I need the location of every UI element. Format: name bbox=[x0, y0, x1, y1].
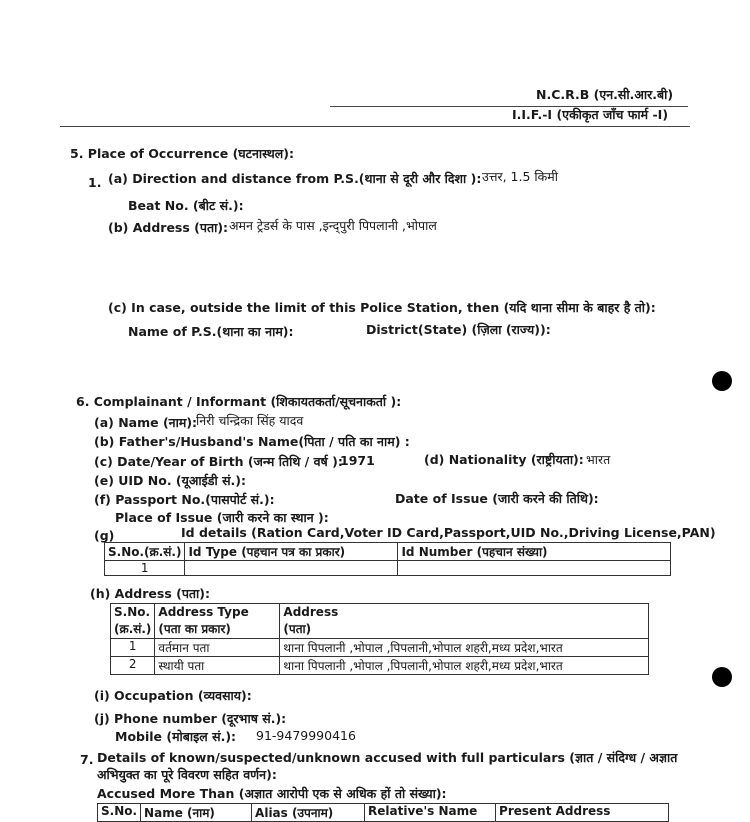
s6-passport-label: (f) Passport No.(पासपोर्ट सं.): bbox=[94, 492, 275, 507]
accused-table bbox=[97, 803, 669, 822]
s6-nationality-label: (d) Nationality (राष्ट्रीयता): bbox=[424, 452, 584, 467]
addr-col-sno-hi: (क्र.सं.) bbox=[114, 622, 152, 636]
punch-hole-dot bbox=[712, 371, 732, 391]
section-6-title: 6. Complainant / Informant (शिकायतकर्ता/सूचनाकर्ता ): bbox=[76, 394, 402, 409]
addr-col-sno-en: S.No. bbox=[114, 605, 151, 619]
s5-district-label: District(State) (ज़िला (राज्य)): bbox=[366, 322, 551, 337]
s6-name-label: (a) Name (नाम): bbox=[94, 415, 198, 430]
s5-num: 1. bbox=[88, 175, 102, 190]
s5-direction-label: (a) Direction and distance from P.S.(थाना से दूरी और दिशा ): bbox=[108, 171, 482, 186]
table-row bbox=[105, 561, 671, 576]
s6-id-details-title: Id details (Ration Card,Voter ID Card,Passport,UID No.,Driving License,PAN) bbox=[181, 525, 716, 540]
id-row-number bbox=[398, 561, 671, 576]
id-col-number: Id Number (पहचान संख्या) bbox=[398, 543, 671, 561]
s6-issue-date-label: Date of Issue (जारी करने की तिथि): bbox=[395, 491, 599, 506]
s5-outside-label: (c) In case, outside the limit of this Police Station, then (यदि थाना सीमा के बाहर है तो): bbox=[108, 300, 656, 315]
s5-address-label: (b) Address (पता): bbox=[108, 220, 229, 235]
table-header-row bbox=[111, 604, 649, 639]
addr-col-type-hi: (पता का प्रकार) bbox=[158, 622, 231, 636]
s6-issue-place-label: Place of Issue (जारी करने का स्थान ): bbox=[115, 510, 329, 525]
id-col-type: Id Type (पहचान पत्र का प्रकार) bbox=[185, 543, 398, 561]
s6-father-label: (b) Father's/Husband's Name(पिता / पति का नाम) : bbox=[94, 434, 410, 449]
s5-address-value: अमन ट्रेडर्स के पास ,इन्द्पुरी पिपलानी ,भोपाल bbox=[229, 218, 437, 233]
table-row bbox=[111, 657, 649, 675]
s6-dob-value: 1971 bbox=[340, 453, 375, 468]
addr-col-address-hi: (पता) bbox=[283, 622, 312, 636]
s5-direction-value: उत्तर, 1.5 किमी bbox=[482, 169, 558, 184]
s6-mobile-label: Mobile (मोबाइल सं.): bbox=[115, 729, 237, 744]
acc-col-relative: Relative's Name bbox=[365, 804, 496, 822]
section-7-title: Details of known/suspected/unknown accused with full particulars (ज्ञात / संदिग्ध / अज्ञात bbox=[97, 750, 678, 765]
addr-col-address bbox=[280, 604, 649, 639]
addr-row1-type: वर्तमान पता bbox=[155, 639, 280, 657]
addr-row2-address: थाना पिपलानी ,भोपाल ,पिपलानी,भोपाल शहरी,मध्य प्रदेश,भारत bbox=[280, 657, 649, 675]
s6-g-tag: (g) bbox=[94, 528, 115, 543]
header-rule-2 bbox=[60, 126, 690, 127]
s6-mobile-value: 91-9479990416 bbox=[256, 728, 356, 743]
ncrb-header: N.C.R.B (एन.सी.आर.बी) bbox=[536, 87, 674, 102]
addr-row2-sno: 2 bbox=[111, 657, 155, 675]
section-7-title-2: अभियुक्त का पूरे विवरण सहित वर्णन): bbox=[97, 767, 277, 782]
addr-row1-sno: 1 bbox=[111, 639, 155, 657]
s6-phone-label: (j) Phone number (दूरभाष सं.): bbox=[94, 711, 287, 726]
table-row bbox=[111, 639, 649, 657]
s6-dob-label: (c) Date/Year of Birth (जन्म तिथि / वर्ष ): bbox=[94, 454, 343, 469]
section-5-title: 5. Place of Occurrence (घटनास्थल): bbox=[70, 146, 294, 161]
address-table bbox=[110, 603, 649, 675]
s6-address-label: (h) Address (पता): bbox=[90, 586, 211, 601]
id-row-sno: 1 bbox=[105, 561, 185, 576]
acc-col-name: Name (नाम) bbox=[141, 804, 252, 822]
addr-col-sno bbox=[111, 604, 155, 639]
s6-nationality-value: भारत bbox=[586, 452, 611, 467]
acc-col-sno: S.No. bbox=[98, 804, 141, 822]
id-details-table bbox=[104, 542, 671, 576]
addr-col-type bbox=[155, 604, 280, 639]
s5-beat-label: Beat No. (बीट सं.): bbox=[128, 198, 244, 213]
s5-ps-name-label: Name of P.S.(थाना का नाम): bbox=[128, 324, 294, 339]
addr-row2-type: स्थायी पता bbox=[155, 657, 280, 675]
acc-col-address: Present Address bbox=[496, 804, 669, 822]
id-col-sno: S.No.(क्र.सं.) bbox=[105, 543, 185, 561]
form-id: I.I.F.-I (एकीकृत जाँच फार्म -I) bbox=[512, 107, 669, 122]
s6-uid-label: (e) UID No. (यूआईडी सं.): bbox=[94, 473, 246, 488]
addr-col-address-en: Address bbox=[283, 605, 339, 619]
id-row-type bbox=[185, 561, 398, 576]
s7-more-than-label: Accused More Than (अज्ञात आरोपी एक से अधिक हों तो संख्या): bbox=[97, 786, 447, 801]
table-header-row bbox=[105, 543, 671, 561]
s6-occupation-label: (i) Occupation (व्यवसाय): bbox=[94, 688, 252, 703]
addr-col-type-en: Address Type bbox=[158, 605, 249, 619]
punch-hole-dot bbox=[712, 667, 732, 687]
addr-row1-address: थाना पिपलानी ,भोपाल ,पिपलानी,भोपाल शहरी,मध्य प्रदेश,भारत bbox=[280, 639, 649, 657]
s7-num: 7. bbox=[80, 752, 94, 767]
s6-name-value: निरी चन्द्रिका सिंह यादव bbox=[196, 413, 304, 428]
acc-col-alias: Alias (उपनाम) bbox=[252, 804, 365, 822]
